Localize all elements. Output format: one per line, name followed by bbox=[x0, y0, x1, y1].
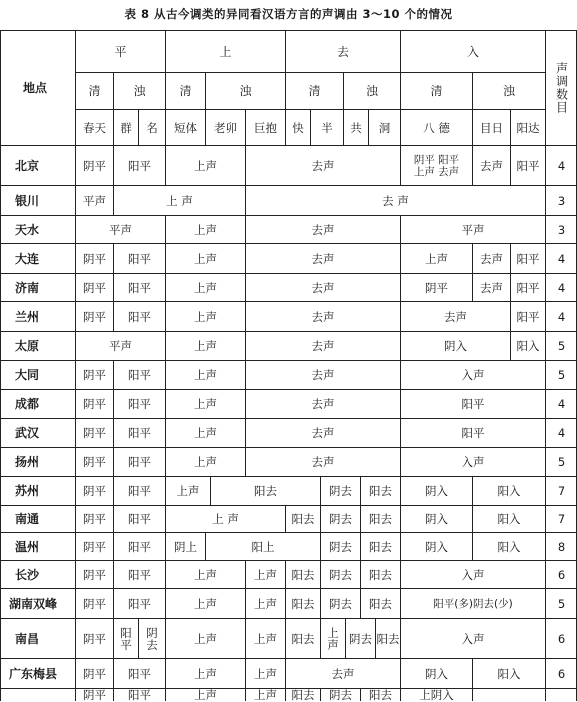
place-cell: 北京 bbox=[0, 145, 75, 185]
tone-count-cell: 3 bbox=[545, 215, 577, 243]
tone-cell: 阳去 bbox=[285, 505, 320, 532]
tone-cell: 阳平 bbox=[113, 560, 165, 588]
place-cell: 大同 bbox=[0, 360, 75, 389]
tone-cell: 阳平 bbox=[113, 505, 165, 532]
tone-cell: 阳上 bbox=[205, 532, 320, 560]
tone-cell: 阴入 bbox=[400, 658, 472, 688]
tone-cell: 上声 bbox=[400, 243, 472, 273]
example-ban: 半 bbox=[310, 109, 343, 145]
tone-cell: 上声 bbox=[165, 301, 245, 331]
tone-cell: 阳去 bbox=[360, 476, 400, 505]
tone-cell: 平声 bbox=[75, 331, 165, 360]
tone-cell: 上声 bbox=[165, 145, 245, 185]
tone-cell: 去声 bbox=[245, 273, 400, 301]
tone-count-cell: 4 bbox=[545, 243, 577, 273]
tone-cell: 阴去 bbox=[320, 688, 360, 701]
example-gong: 共 bbox=[343, 109, 368, 145]
tone-cell: 平声 bbox=[75, 215, 165, 243]
tone-cell: 阳平 bbox=[113, 389, 165, 418]
tone-cell: 阴平 bbox=[75, 618, 113, 658]
example-dong: 洞 bbox=[368, 109, 400, 145]
tone-cell: 上声 bbox=[245, 560, 285, 588]
tone-cell: 阴平 bbox=[75, 301, 113, 331]
tone-cell: 阳去 bbox=[360, 505, 400, 532]
tone-cell: 阳平 bbox=[113, 360, 165, 389]
tone-cell: 阴平 bbox=[75, 273, 113, 301]
tone-cell: 阳去 bbox=[360, 588, 400, 618]
place-cell: 兰州 bbox=[0, 301, 75, 331]
tone-count-cell: 4 bbox=[545, 389, 577, 418]
tone-count-cell: 4 bbox=[545, 301, 577, 331]
tone-cell: 阳去 bbox=[360, 688, 400, 701]
example-ming: 名 bbox=[138, 109, 165, 145]
tone-cell: 阳入 bbox=[472, 476, 545, 505]
tone-cell: 阴平 bbox=[75, 688, 113, 701]
tone-cell: 阴去 bbox=[345, 618, 375, 658]
tone-cell: 阳平 bbox=[510, 145, 545, 185]
place-cell: 广东梅县 bbox=[0, 658, 75, 688]
place-cell: 南通 bbox=[0, 505, 75, 532]
example-bade: 八 德 bbox=[400, 109, 472, 145]
place-cell: 湖南双峰 bbox=[0, 588, 75, 618]
tone-cell: 去声 bbox=[245, 389, 400, 418]
tone-cell: 去声 bbox=[472, 145, 510, 185]
tone-cell: 阳去 bbox=[285, 588, 320, 618]
tone-cell: 阴去 bbox=[320, 505, 360, 532]
tone-cell: 阴平 bbox=[75, 418, 113, 447]
tone-cell: 阴平 bbox=[400, 273, 472, 301]
tone-cell: 上声 bbox=[165, 476, 210, 505]
tone-cell: 去声 bbox=[245, 447, 400, 476]
table-caption: 表 8 从古今调类的异同看汉语方言的声调由 3～10 个的情况 bbox=[124, 7, 453, 21]
tone-cell: 阳去 bbox=[360, 560, 400, 588]
tone-cell: 阳平 bbox=[113, 688, 165, 701]
header-qing-shang: 清 bbox=[165, 72, 205, 109]
tone-cell: 阴平 bbox=[75, 243, 113, 273]
tone-cell: 上声 bbox=[165, 418, 245, 447]
tone-cell: 阳平 bbox=[510, 243, 545, 273]
tone-cell: 上声 bbox=[165, 447, 245, 476]
tone-cell: 上声 bbox=[165, 243, 245, 273]
tone-cell: 阳去 bbox=[360, 532, 400, 560]
tone-count-cell: 6 bbox=[545, 560, 577, 588]
tone-cell: 上 声 bbox=[113, 185, 245, 215]
place-cell: 南昌 bbox=[0, 618, 75, 658]
tone-cell: 入声 bbox=[400, 447, 545, 476]
tone-cell: 阴平 bbox=[75, 476, 113, 505]
tone-cell bbox=[472, 688, 545, 701]
tone-cell: 上声 bbox=[245, 658, 285, 688]
tone-cell: 阳入 bbox=[472, 532, 545, 560]
tone-cell: 阴平 bbox=[75, 588, 113, 618]
place-cell: 太原 bbox=[0, 331, 75, 360]
tone-cell: 上声 bbox=[245, 618, 285, 658]
tone-cell: 平声 bbox=[400, 215, 545, 243]
tone-cell: 阳平 bbox=[113, 532, 165, 560]
header-qing-ru: 清 bbox=[400, 72, 472, 109]
tone-cell: 上声 bbox=[165, 389, 245, 418]
tone-cell: 入声 bbox=[400, 360, 545, 389]
tone-cell: 阴入 bbox=[400, 505, 472, 532]
tone-cell: 阴去 bbox=[320, 560, 360, 588]
header-ru: 入 bbox=[400, 30, 545, 72]
tone-cell: 阴平 bbox=[75, 447, 113, 476]
tone-cell: 入声 bbox=[400, 618, 545, 658]
tone-cell: 阳平 bbox=[113, 301, 165, 331]
example-chuntian: 春天 bbox=[75, 109, 113, 145]
tone-count-cell: 4 bbox=[545, 273, 577, 301]
example-duanti: 短体 bbox=[165, 109, 205, 145]
tone-cell: 去声 bbox=[245, 145, 400, 185]
tone-cell: 去声 bbox=[245, 331, 400, 360]
tone-cell: 阳平 bbox=[113, 476, 165, 505]
tone-cell: 去声 bbox=[472, 273, 510, 301]
place-cell: 成都 bbox=[0, 389, 75, 418]
tone-cell: 阳平 bbox=[510, 273, 545, 301]
header-zhuo-qu: 浊 bbox=[343, 72, 400, 109]
tone-cell: 阳平 bbox=[113, 418, 165, 447]
tone-cell: 阳去 bbox=[285, 560, 320, 588]
tone-count-cell: 5 bbox=[545, 331, 577, 360]
tone-cell: 阴平 bbox=[75, 532, 113, 560]
tone-cell: 阳去 bbox=[285, 618, 320, 658]
tone-cell: 阳平 bbox=[400, 418, 545, 447]
tone-cell: 阳平 bbox=[113, 145, 165, 185]
tone-cell: 去声 bbox=[472, 243, 510, 273]
tone-cell: 去声 bbox=[245, 243, 400, 273]
place-cell: 济南 bbox=[0, 273, 75, 301]
tone-cell: 阴入 bbox=[400, 331, 510, 360]
header-zhuo-ru: 浊 bbox=[472, 72, 545, 109]
tone-cell: 入声 bbox=[400, 560, 545, 588]
example-jubao: 巨抱 bbox=[245, 109, 285, 145]
tone-cell: 去声 bbox=[245, 360, 400, 389]
tone-cell: 阳 平 bbox=[113, 618, 138, 658]
header-zhuo-ping: 浊 bbox=[113, 72, 165, 109]
tone-count-cell: 3 bbox=[545, 185, 577, 215]
tone-cell: 上声 bbox=[165, 331, 245, 360]
tone-cell: 上 声 bbox=[165, 505, 285, 532]
tone-cell: 上声 bbox=[245, 688, 285, 701]
tone-cell: 阴平 bbox=[75, 658, 113, 688]
example-muri: 目日 bbox=[472, 109, 510, 145]
header-shang: 上 bbox=[165, 30, 285, 72]
place-cell bbox=[0, 688, 75, 701]
tone-cell: 阴上 bbox=[165, 532, 205, 560]
header-qing-ping: 清 bbox=[75, 72, 113, 109]
tone-cell: 上声 bbox=[165, 215, 245, 243]
tone-cell: 去声 bbox=[245, 418, 400, 447]
tone-cell: 阳平 bbox=[510, 301, 545, 331]
place-cell: 扬州 bbox=[0, 447, 75, 476]
tone-cell: 阳去 bbox=[210, 476, 320, 505]
tone-cell: 阳入 bbox=[510, 331, 545, 360]
tone-count-cell: 6 bbox=[545, 618, 577, 658]
place-cell: 天水 bbox=[0, 215, 75, 243]
tone-cell: 上 声 bbox=[320, 618, 345, 658]
tone-cell: 阳入 bbox=[472, 658, 545, 688]
tone-cell: 上声 bbox=[165, 560, 245, 588]
tone-cell: 阳入 bbox=[472, 505, 545, 532]
tone-count-cell: 5 bbox=[545, 447, 577, 476]
header-qing-qu: 清 bbox=[285, 72, 343, 109]
tone-cell: 去声 bbox=[245, 215, 400, 243]
place-cell: 武汉 bbox=[0, 418, 75, 447]
tone-cell: 阴 去 bbox=[138, 618, 165, 658]
tone-count-cell: 4 bbox=[545, 145, 577, 185]
tone-cell: 阳平 bbox=[113, 588, 165, 618]
tone-cell: 阳平 bbox=[113, 243, 165, 273]
tone-count-cell: 4 bbox=[545, 418, 577, 447]
header-qu: 去 bbox=[285, 30, 400, 72]
tone-cell: 阳平 bbox=[113, 447, 165, 476]
tone-cell: 去声 bbox=[400, 301, 510, 331]
tone-cell: 阳去 bbox=[285, 688, 320, 701]
header-ping: 平 bbox=[75, 30, 165, 72]
example-qun: 群 bbox=[113, 109, 138, 145]
tone-count-cell: 5 bbox=[545, 588, 577, 618]
example-yangda: 阳达 bbox=[510, 109, 545, 145]
tone-count-cell: 5 bbox=[545, 360, 577, 389]
header-tone-count: 声调数目 bbox=[545, 30, 577, 145]
tone-count-cell: 7 bbox=[545, 505, 577, 532]
tone-cell: 阴平 阳平 上声 去声 bbox=[400, 145, 472, 185]
tone-cell: 阴平 bbox=[75, 389, 113, 418]
tone-count-cell: 8 bbox=[545, 532, 577, 560]
tone-cell: 阳去 bbox=[375, 618, 400, 658]
example-kuai: 快 bbox=[285, 109, 310, 145]
tone-cell: 阴去 bbox=[320, 476, 360, 505]
tone-cell: 阴平 bbox=[75, 360, 113, 389]
tone-cell: 去声 bbox=[285, 658, 400, 688]
tone-cell: 上声 bbox=[165, 658, 245, 688]
tone-cell: 阴平 bbox=[75, 505, 113, 532]
place-cell: 银川 bbox=[0, 185, 75, 215]
tone-cell: 阳平 bbox=[113, 273, 165, 301]
tone-cell: 阳平(多)阴去(少) bbox=[400, 588, 545, 618]
tone-cell: 阴平 bbox=[75, 560, 113, 588]
header-zhuo-shang: 浊 bbox=[205, 72, 285, 109]
example-laomao: 老卯 bbox=[205, 109, 245, 145]
tone-cell: 阴平 bbox=[75, 145, 113, 185]
place-cell: 长沙 bbox=[0, 560, 75, 588]
tone-cell: 上声 bbox=[165, 588, 245, 618]
tone-cell: 上声 bbox=[245, 588, 285, 618]
place-cell: 温州 bbox=[0, 532, 75, 560]
tone-cell: 上声 bbox=[165, 360, 245, 389]
tone-cell: 阴去 bbox=[320, 588, 360, 618]
tone-count-cell bbox=[545, 688, 577, 701]
header-place: 地点 bbox=[0, 30, 75, 145]
place-cell: 大连 bbox=[0, 243, 75, 273]
tone-cell: 去 声 bbox=[245, 185, 545, 215]
tone-count-cell: 7 bbox=[545, 476, 577, 505]
tone-cell: 平声 bbox=[75, 185, 113, 215]
tone-cell: 阴入 bbox=[400, 476, 472, 505]
tone-cell: 阳平 bbox=[400, 389, 545, 418]
tone-cell: 阴去 bbox=[320, 532, 360, 560]
tone-cell: 上阴入 bbox=[400, 688, 472, 701]
tone-cell: 去声 bbox=[245, 301, 400, 331]
tone-cell: 上声 bbox=[165, 618, 245, 658]
tone-cell: 上声 bbox=[165, 688, 245, 701]
tone-count-cell: 6 bbox=[545, 658, 577, 688]
tone-cell: 阳平 bbox=[113, 658, 165, 688]
tone-cell: 上声 bbox=[165, 273, 245, 301]
place-cell: 苏州 bbox=[0, 476, 75, 505]
tone-cell: 阴入 bbox=[400, 532, 472, 560]
